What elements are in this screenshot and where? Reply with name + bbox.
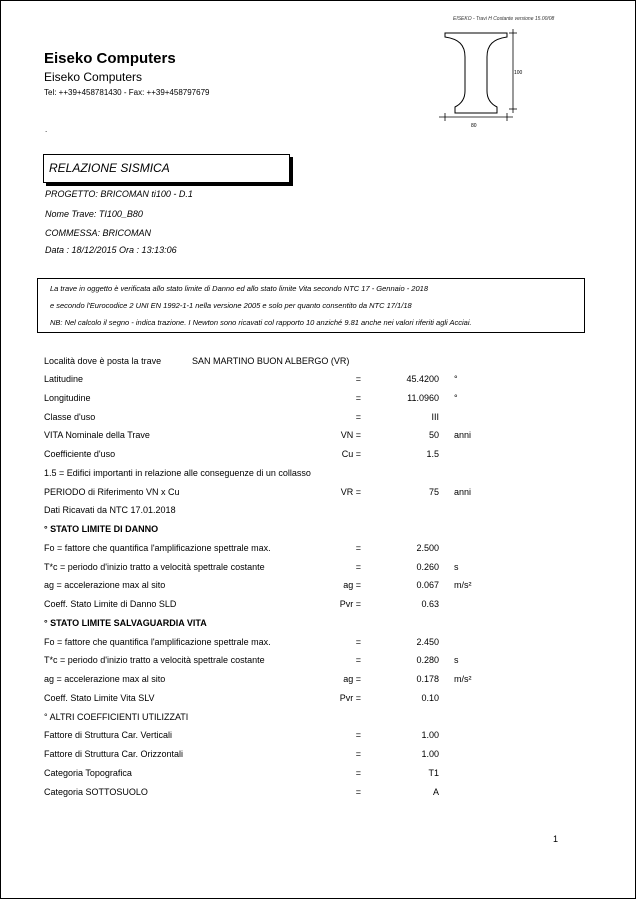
parameter-unit: s	[454, 561, 459, 572]
parameter-value: III	[431, 411, 439, 422]
beam-section-drawing	[431, 25, 531, 130]
parameter-symbol: =	[355, 561, 361, 572]
parameter-label: Latitudine	[44, 374, 84, 384]
parameter-value: T1	[428, 767, 439, 778]
parameter-row	[1, 543, 637, 561]
parameter-row	[1, 374, 637, 392]
parameter-symbol: Pvr =	[339, 599, 361, 609]
parameter-row	[1, 768, 637, 786]
location-row	[1, 356, 637, 374]
parameter-symbol: =	[355, 767, 361, 778]
version-label: EISEKO - Travi H Costante versione 15.00/08	[453, 16, 555, 22]
parameter-symbol: =	[355, 392, 361, 403]
page-number: 1	[553, 834, 559, 844]
parameter-value: 2.500	[416, 542, 439, 553]
parameter-symbol: Cu =	[341, 449, 361, 459]
parameter-label: Fo = fattore che quantifica l'amplificazione spettrale max.	[44, 636, 271, 647]
beam-name: Nome Trave: TI100_B80	[45, 209, 143, 219]
parameter-unit: anni	[454, 430, 472, 441]
location-label: Località dove è posta la trave	[44, 356, 162, 366]
parameter-unit: °	[454, 392, 458, 403]
parameter-label: T*c = periodo d'inizio tratto a velocità spettrale costante	[44, 561, 265, 572]
parameter-label: Longitudine	[44, 392, 91, 403]
parameter-label: Coeff. Stato Limite Vita SLV	[44, 692, 155, 703]
parameter-value: 1.5	[426, 449, 439, 459]
separator-dot: .	[45, 125, 48, 134]
parameter-row	[1, 787, 637, 805]
parameter-unit: m/s²	[454, 580, 472, 591]
note-line: e secondo l'Eurocodice 2 UNI EN 1992-1-1 nella versione 2005 e solo per quanto consentito da NTC 17/1/18	[50, 301, 412, 310]
parameter-label: VITA Nominale della Trave	[44, 430, 150, 441]
parameter-label: ° STATO LIMITE SALVAGUARDIA VITA	[44, 617, 207, 628]
parameter-row	[1, 730, 637, 748]
parameter-label: T*c = periodo d'inizio tratto a velocità spettrale costante	[44, 655, 265, 666]
company-subtitle: Eiseko Computers	[44, 70, 143, 84]
parameter-row	[1, 693, 637, 711]
parameter-row	[1, 599, 637, 617]
parameter-value: 0.178	[416, 674, 439, 684]
company-contact: Tel: ++39+458781430 - Fax: ++39+458797679	[44, 88, 210, 97]
date-time: Data : 18/12/2015 Ora : 13:13:06	[45, 245, 177, 255]
location-value: SAN MARTINO BUON ALBERGO (VR)	[192, 356, 350, 366]
width-dimension-label: 80	[471, 123, 477, 129]
parameter-row	[1, 449, 637, 467]
parameter-row	[1, 712, 637, 730]
parameter-row	[1, 487, 637, 505]
parameter-value: 50	[428, 430, 439, 441]
parameter-symbol: =	[355, 655, 361, 666]
project-name: PROGETTO: BRICOMAN ti100 - D.1	[45, 189, 193, 199]
company-name: Eiseko Computers	[44, 50, 176, 67]
height-dimension-label: 100	[514, 70, 523, 76]
parameter-value: 0.067	[416, 580, 439, 591]
parameter-value: 0.260	[416, 561, 439, 572]
parameter-value: 0.280	[416, 655, 439, 666]
parameter-value: 45.4200	[406, 374, 439, 384]
parameter-value: 11.0960	[407, 392, 439, 403]
parameter-row	[1, 505, 637, 523]
parameter-label: Categoria Topografica	[44, 767, 132, 778]
parameter-unit: anni	[454, 486, 472, 497]
order-name: COMMESSA: BRICOMAN	[45, 228, 152, 238]
parameter-value: 1.00	[421, 730, 439, 741]
parameter-row	[1, 562, 637, 580]
parameter-value: 0.63	[421, 599, 439, 609]
note-line: La trave in oggetto è verificata allo stato limite di Danno ed allo stato limite Vita secondo NTC 17 - Gennaio - 2018	[50, 284, 428, 293]
parameter-label: Coefficiente d'uso	[44, 449, 116, 459]
parameter-label: Fo = fattore che quantifica l'amplificazione spettrale max.	[44, 542, 271, 553]
parameter-row	[1, 524, 637, 542]
parameter-label: 1.5 = Edifici importanti in relazione alle conseguenze di un collasso	[44, 467, 311, 478]
parameter-label: Fattore di Struttura Car. Orizzontali	[44, 749, 184, 759]
parameter-row	[1, 430, 637, 448]
beam-outline	[445, 33, 507, 113]
parameter-row	[1, 468, 637, 486]
parameter-label: Fattore di Struttura Car. Verticali	[44, 730, 173, 741]
parameter-row	[1, 412, 637, 430]
parameter-symbol: ag =	[343, 674, 361, 684]
parameter-label: PERIODO di Riferimento VN x Cu	[44, 486, 180, 497]
parameter-symbol: =	[355, 749, 361, 759]
notes-box	[37, 278, 585, 333]
parameter-value: 2.450	[416, 636, 439, 647]
parameter-unit: m/s²	[454, 674, 472, 684]
parameter-symbol: ag =	[343, 580, 361, 591]
parameter-unit: °	[454, 374, 458, 384]
parameter-symbol: VR =	[340, 486, 361, 497]
parameter-symbol: =	[355, 636, 361, 647]
parameter-symbol: =	[355, 374, 361, 384]
parameter-row	[1, 637, 637, 655]
parameter-unit: s	[454, 655, 459, 666]
parameter-label: Coeff. Stato Limite di Danno SLD	[44, 599, 177, 609]
parameter-label: ag = accelerazione max al sito	[44, 674, 166, 684]
parameter-symbol: VN =	[340, 430, 361, 441]
parameter-row	[1, 393, 637, 411]
parameter-value: 75	[428, 486, 439, 497]
parameter-symbol: Pvr =	[339, 692, 361, 703]
parameter-label: ° STATO LIMITE DI DANNO	[44, 524, 159, 534]
parameter-symbol: =	[355, 411, 361, 422]
parameter-symbol: =	[355, 730, 361, 741]
parameter-label: Dati Ricavati da NTC 17.01.2018	[44, 505, 176, 516]
parameter-value: 1.00	[421, 749, 439, 759]
parameter-symbol: =	[355, 786, 361, 797]
parameter-row	[1, 674, 637, 692]
parameter-label: ° ALTRI COEFFICIENTI UTILIZZATI	[44, 711, 189, 722]
note-line: NB: Nel calcolo il segno - indica trazione. I Newton sono ricavati col rapporto 10 anziché 9.81 anche nei valori riferiti agli Acciai.	[50, 318, 472, 327]
parameter-symbol: =	[355, 542, 361, 553]
parameter-row	[1, 749, 637, 767]
parameter-label: ag = accelerazione max al sito	[44, 580, 166, 591]
parameter-row	[1, 655, 637, 673]
parameter-row	[1, 580, 637, 598]
parameter-value: A	[432, 786, 439, 797]
report-title-box	[43, 154, 290, 183]
parameter-value: 0.10	[421, 692, 439, 703]
parameter-label: Categoria SOTTOSUOLO	[44, 786, 148, 797]
parameter-label: Classe d'uso	[44, 411, 96, 422]
report-title: RELAZIONE SISMICA	[49, 161, 170, 175]
parameter-row	[1, 618, 637, 636]
